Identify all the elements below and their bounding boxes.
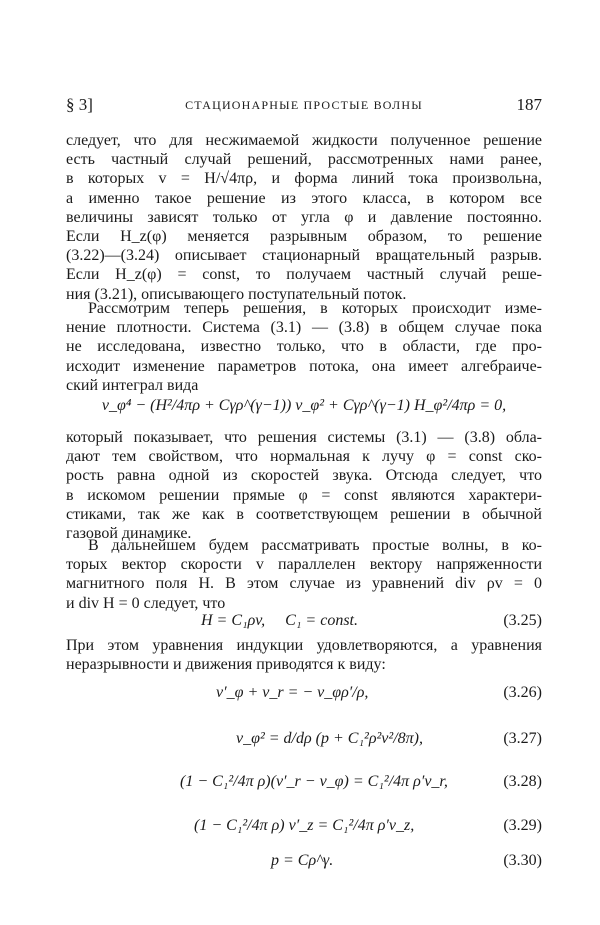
text-line: и div H = 0 следует, что [66, 594, 226, 612]
text-line: ния (3.21), описывающего поступательный поток. [66, 285, 407, 303]
equation-3-30 [66, 852, 542, 878]
paragraph-3 [66, 536, 542, 613]
text-line: газовой динамике. [66, 524, 192, 542]
equation-text: H = C₁ρv, C₁ = const. [201, 612, 358, 629]
equation-3-28 [66, 773, 542, 799]
text-line: Рассмотрим теперь решения, в которых происходит изме- [88, 300, 542, 317]
equation-text: p = Cρ^γ. [271, 852, 334, 869]
equation-text: v_φ² = d/dρ (p + C₁²ρ²v²/8π), [236, 730, 423, 747]
text-line: рость равна одной из скоростей звука. Отсюда следует, что [66, 467, 542, 485]
text-line: стиками, так же как в соответствующем решении в обычной [66, 505, 542, 523]
text-line: При этом уравнения индукции удовлетворяются, а уравнения [66, 637, 542, 654]
text-line: исходит изменение параметров потока, она имеет алгебраиче- [66, 357, 542, 375]
page-header [66, 95, 542, 119]
section-marker: § 3] [66, 95, 93, 114]
text-line: торых вектор скорости v параллелен вектору напряженности [66, 556, 542, 574]
equation-text: (1 − C₁²/4π ρ)(v′_r − v_φ) = C₁²/4π ρ′v_r, [180, 773, 448, 790]
equation-number: (3.27) [503, 730, 542, 747]
text-line: следует, что для несжимаемой жидкости полученное решение [66, 132, 542, 149]
text-line: который показывает, что решения системы (3.1) — (3.8) обла- [66, 429, 542, 446]
equation-text: v′_φ + v_r = − v_φρ′/ρ, [216, 684, 369, 701]
text-line: дают тем свойством, что нормальная к лучу φ = const ско- [66, 448, 542, 466]
equation-3-27 [66, 730, 542, 756]
page-number: 187 [516, 95, 542, 114]
text-line: (3.22)—(3.24) описывает стационарный вращательный разрыв. [66, 247, 542, 265]
equation-number: (3.29) [503, 817, 542, 834]
equation-text: (1 − C₁²/4π ρ) v′_z = C₁²/4π ρ′v_z, [194, 817, 415, 834]
equation-number: (3.25) [503, 612, 542, 629]
equation-integral [66, 397, 542, 423]
equation-3-25 [66, 612, 542, 638]
text-line: величины зависят только от угла φ и давление постоянно. [66, 208, 542, 226]
text-line: в которых v = H/√4πρ, и форма линий тока произвольна, [66, 170, 542, 188]
equation-3-26 [66, 684, 542, 710]
equation-number: (3.28) [503, 773, 542, 790]
text-line: нение плотности. Система (3.1) — (3.8) в общем случае пока [66, 319, 542, 337]
running-title: СТАЦИОНАРНЫЕ ПРОСТЫЕ ВОЛНЫ [185, 98, 423, 112]
paragraph-4 [66, 636, 542, 674]
paragraph-2b [66, 428, 542, 543]
text-line: Если H_z(φ) меняется разрывным образом, то решение [66, 227, 542, 245]
text-line: не исследована, известно только, что в области, где про- [66, 338, 542, 356]
text-line: В дальнейшем будем рассматривать простые волны, в ко- [88, 537, 542, 554]
equation-3-29 [66, 817, 542, 843]
text-line: Если H_z(φ) = const, то получаем частный случай реше- [66, 266, 542, 284]
paragraph-2 [66, 299, 542, 395]
text-line: есть частный случай решений, рассмотренных нами ранее, [66, 151, 542, 169]
text-line: магнитного поля H. В этом случае из уравнений div ρv = 0 [66, 575, 542, 593]
equation-number: (3.26) [503, 684, 542, 701]
text-line: ский интеграл вида [66, 376, 199, 394]
equation-text: v_φ⁴ − (H²/4πρ + Cγρ^(γ−1)) v_φ² + Cγρ^(γ−1) H_φ²/4πρ = 0, [101, 397, 507, 414]
equation-number: (3.30) [503, 852, 542, 869]
text-line: а именно такое решение из этого класса, в котором все [66, 189, 542, 207]
paragraph-1 [66, 131, 542, 304]
text-line: в искомом решении прямые φ = const являются характери- [66, 486, 542, 504]
text-line: неразрывности и движения приводятся к виду: [66, 656, 386, 674]
